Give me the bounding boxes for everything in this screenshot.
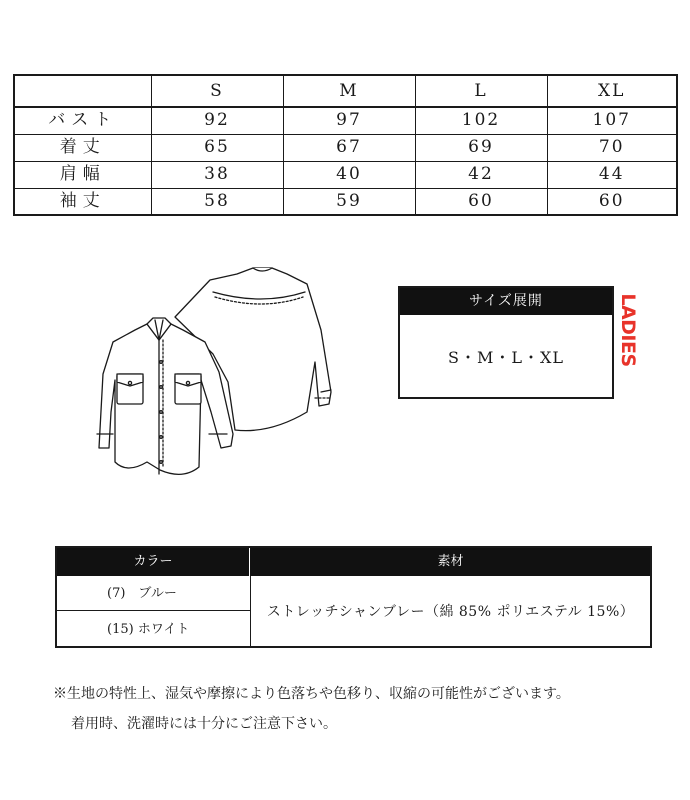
size-range-title: サイズ展開 (400, 288, 612, 315)
size-chart-header-row (14, 75, 677, 107)
size-value: 97 (283, 107, 415, 134)
size-chart-table (13, 74, 678, 216)
size-range-value: S・M・L・XL (448, 347, 564, 367)
size-header-s: S (151, 75, 283, 107)
size-value: 60 (415, 188, 547, 215)
size-value: 42 (415, 161, 547, 188)
color-option-white: (15) ホワイト (107, 622, 190, 637)
size-value: 67 (283, 134, 415, 161)
size-header-l: L (415, 75, 547, 107)
color-column-header: カラー (57, 548, 250, 576)
fabric-column-header: 素材 (437, 554, 464, 569)
size-value: 69 (415, 134, 547, 161)
size-value: 40 (283, 161, 415, 188)
material-table (55, 546, 652, 648)
size-value: 44 (547, 161, 677, 188)
ladies-tag-label: LADIES (616, 293, 639, 367)
size-value: 38 (151, 161, 283, 188)
size-value: 92 (151, 107, 283, 134)
row-label-length: 着丈 (14, 134, 151, 161)
row-label-shoulder: 肩幅 (14, 161, 151, 188)
size-chart-row-length (14, 134, 677, 161)
size-header-m: M (283, 75, 415, 107)
size-chart-corner-cell (14, 75, 151, 107)
care-note-line-1: ※生地の特性上、湿気や摩擦により色落ちや色移り、収縮の可能性がございます。 (53, 686, 570, 702)
row-label-sleeve: 袖丈 (14, 188, 151, 215)
care-notes (53, 679, 570, 739)
size-value: 58 (151, 188, 283, 215)
size-value: 60 (547, 188, 677, 215)
size-chart-row-sleeve (14, 188, 677, 215)
size-value: 107 (547, 107, 677, 134)
care-note-line-2: 着用時、洗濯時には十分にご注意下さい。 (71, 716, 337, 732)
size-value: 102 (415, 107, 547, 134)
ladies-tag (615, 286, 640, 374)
shirt-illustration (95, 262, 340, 490)
material-table-header (57, 548, 650, 576)
size-value: 65 (151, 134, 283, 161)
size-value: 70 (547, 134, 677, 161)
size-range-box (398, 286, 614, 399)
color-option-blue: (7) ブルー (57, 576, 250, 611)
size-header-xl: XL (547, 75, 677, 107)
fabric-description: ストレッチシャンブレー（綿 85% ポリエステル 15%） (266, 604, 635, 620)
row-label-bust: バスト (14, 107, 151, 134)
size-chart-row-bust (14, 107, 677, 134)
size-chart-row-shoulder (14, 161, 677, 188)
size-value: 59 (283, 188, 415, 215)
